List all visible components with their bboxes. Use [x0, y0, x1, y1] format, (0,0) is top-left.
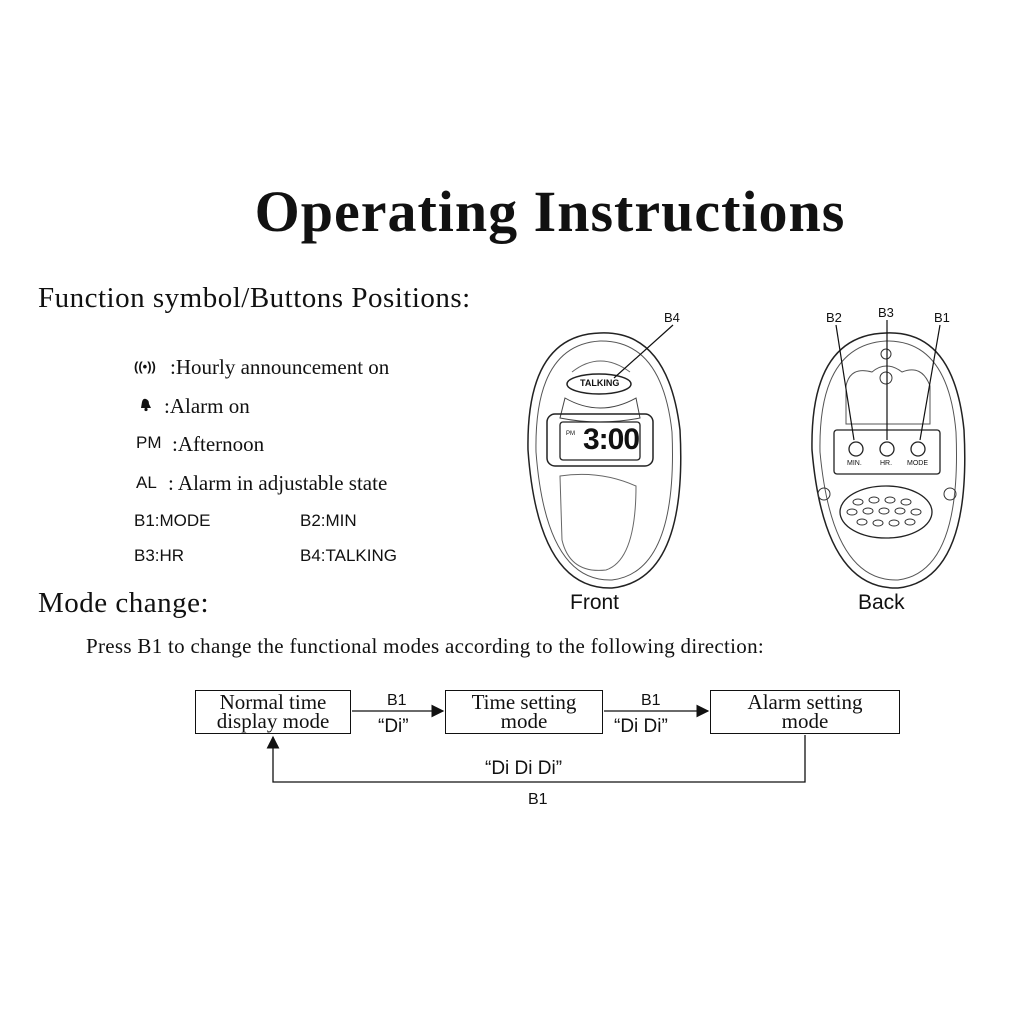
button-b1-mode: B1:MODE	[134, 511, 211, 530]
page-title: Operating Instructions	[254, 179, 846, 244]
flow-box-normal-line2: display mode	[216, 709, 330, 733]
button-b2-min: B2:MIN	[300, 511, 357, 530]
back-hr-label: HR.	[880, 460, 893, 467]
flow-box-time-line2: mode	[500, 709, 548, 733]
display-time: 3:00	[583, 423, 640, 456]
display-pm: PM	[566, 431, 575, 437]
talking-button: TALKING	[580, 378, 620, 388]
callout-b1: B1	[934, 310, 950, 325]
button-b3-hr: B3:HR	[134, 546, 185, 565]
callout-b4: B4	[664, 310, 680, 325]
callout-b2: B2	[826, 310, 842, 325]
arrow1-di-label: “Di”	[378, 716, 409, 737]
mode-instruction: Press B1 to change the functional modes according to the following direction:	[86, 634, 765, 658]
flow-box-alarm-line1: Alarm setting	[747, 690, 863, 714]
legend-adjustable-text: : Alarm in adjustable state	[168, 471, 388, 495]
back-label: Back	[858, 591, 905, 614]
section-heading-buttons: Function symbol/Buttons Positions:	[38, 282, 471, 314]
legend-afternoon-text: :Afternoon	[172, 432, 265, 456]
return-dididi-label: “Di Di Di”	[485, 758, 563, 779]
flow-box-alarm-line2: mode	[781, 709, 829, 733]
arrow2-b1-label: B1	[641, 692, 661, 709]
callout-b3: B3	[878, 305, 894, 320]
arrow2-didi-label: “Di Di”	[614, 716, 668, 737]
hourly-announcement-icon: ((•))	[134, 359, 156, 374]
return-b1-label: B1	[528, 791, 548, 808]
arrow1-b1-label: B1	[387, 692, 407, 709]
front-label: Front	[570, 591, 620, 614]
section-heading-mode: Mode change:	[38, 587, 210, 619]
legend-alarm-text: :Alarm on	[164, 394, 250, 418]
legend-al-symbol: AL	[136, 473, 157, 492]
back-min-label: MIN.	[847, 460, 862, 467]
button-b4-talking: B4:TALKING	[300, 546, 397, 565]
back-mode-label: MODE	[907, 460, 928, 467]
legend-hourly-text: :Hourly announcement on	[170, 355, 390, 379]
flow-box-normal-line1: Normal time	[219, 690, 327, 714]
flow-box-time-line1: Time setting	[471, 690, 577, 714]
legend-pm-symbol: PM	[136, 433, 162, 452]
